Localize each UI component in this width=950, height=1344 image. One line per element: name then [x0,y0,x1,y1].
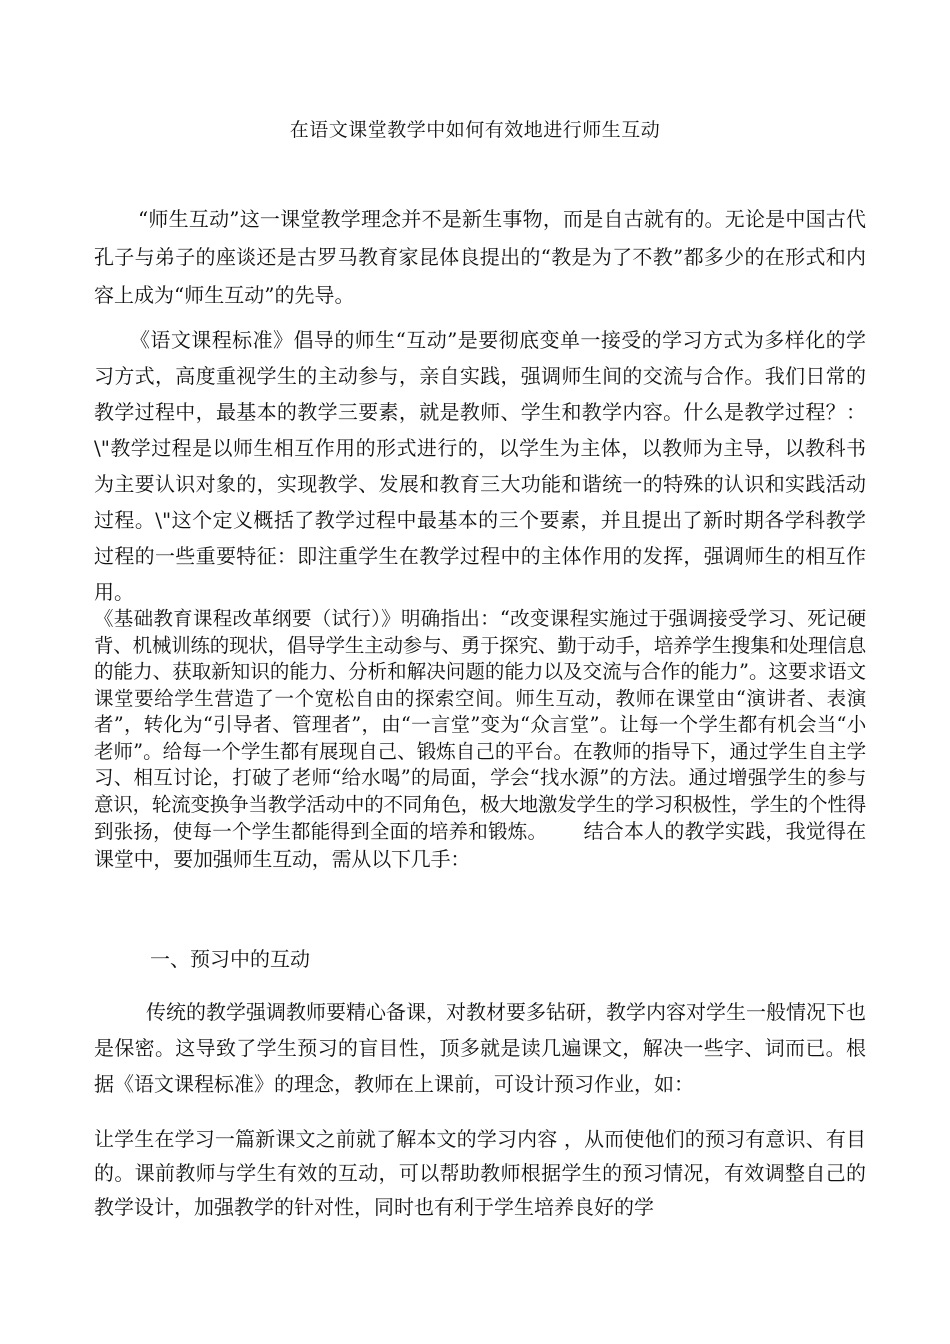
paragraph-5: 传统的教学强调教师要精心备课，对教材要多钻研，教学内容对学生一般情况下也是保密。这导致了学生预习的盲目性，顶多就是读几遍课文，解决一些字、词而已。根据《语文课程标准》的理念，教师在上课前，可设计预习作业，如： [94,1000,866,1096]
paragraph-3-text: 《基础教育课程改革纲要（试行）》明确指出：“改变课程实施过于强调接受学习、死记硬背、机械训练的现状，倡导学生主动参与、勇于探究、勤于动手，培养学生搜集和处理信息的能力、获取新知识的能力、分析和解决问题的能力以及交流与合作的能力”。这要求语文课堂要给学生营造了一个宽松自由的探索空间。师生互动，教师在课堂由“演讲者、表演者”，转化为“引导者、管理者”，由“一言堂”变为“众言堂”。让每一个学生都有机会当“小老师”。给每一个学生都有展现自己、锻炼自己的平台。在教师的指导下，通过学生自主学习、相互讨论，打破了老师“给水喝”的局面，学会“找水源”的方法。通过增强学生的参与意识，轮流变换争当教学活动中的不同角色，极大地激发学生的学习积极性，学生的个性得到张扬，使每一个学生都能得到全面的培养和锻炼。 [94,607,867,843]
paragraph-3 [94,606,866,873]
document-title: 在语文课堂教学中如何有效地进行师生互动 [289,119,661,141]
paragraph-4-text: 结合本人的教学实践，我觉得在课堂中，要加强师生互动，需从以下几手： [94,819,867,871]
paragraph-2: 《语文课程标准》倡导的师生“互动”是要彻底变单一接受的学习方式为多样化的学习方式，高度重视学生的主动参与，亲自实践，强调师生间的交流与合作。我们日常的教学过程中，最基本的教学三要素，就是教师、学生和教学内容。什么是教学过程？：\"教学过程是以师生相互作用的形式进行的，以学生为主体，以教师为主导，以教科书为主要认识对象的，实现教学、发展和教育三大功能和谐统一的特殊的认识和实践活动过程。\"这个定义概括了教学过程中最基本的三个要素，并且提出了新时期各学科教学过程的一些重要特征：即注重学生在教学过程中的主体作用的发挥，强调师生的相互作用。 [94,328,866,604]
section-heading: 一、预习中的互动 [150,947,310,971]
paragraph-1: “师生互动”这一课堂教学理念并不是新生事物，而是自古就有的。无论是中国古代孔子与弟子的座谈还是古罗马教育家昆体良提出的“教是为了不教”都多少的在形式和内容上成为“师生互动”的先导。 [94,207,866,307]
paragraph-6: 让学生在学习一篇新课文之前就了解本文的学习内容 ，从而使他们的预习有意识、有目的。课前教师与学生有效的互动，可以帮助教师根据学生的预习情况，有效调整自己的教学设计，加强教学的针对性，同时也有利于学生培养良好的学 [94,1127,866,1219]
